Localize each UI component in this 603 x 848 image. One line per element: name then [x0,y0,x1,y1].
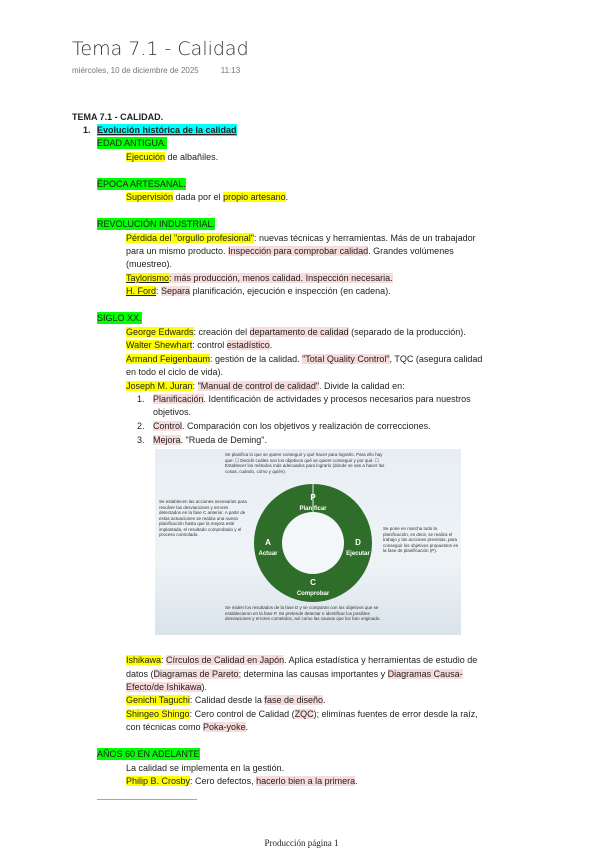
line-edwards [126,326,466,338]
term-perdida: Pérdida del "orgullo profesional" [126,233,254,243]
text: con técnicas como [126,722,204,732]
p-letter: P [310,493,316,502]
text: . Grandes volúmenes [368,246,454,256]
line-perdida-2 [126,245,454,257]
diagram-left-text: Se establecen las acciones necesarias para resolver las desviaciones y errores detectados en la fase C anterior. A partir de estas actuaciones se realiza una nueva planificación hasta que la mejora esté implantada, el resultado comprobado y el proceso controlado. [159,499,247,537]
text: : control [192,340,227,350]
section-siglo-xx: SIGLO XX. [97,313,142,323]
text: . [245,722,249,732]
a-letter: A [265,538,271,547]
line-feigenbaum-2: en todo el ciclo de vida). [126,367,224,377]
a-label: Actuar [258,551,278,557]
term-circulos: Círculos de Calidad en Japón [166,655,285,665]
term-ishikawa: Ishikawa [126,655,162,665]
text: para un mismo producto. [126,246,229,256]
term-causa-efecto: Diagramas Causa- [387,669,463,679]
line-feigenbaum [126,353,482,365]
line-hford [126,285,391,297]
line-shewhart [126,339,272,351]
term-ishikawa-diagram: Efecto/de Ishikawa [126,682,202,692]
section-revolucion-industrial: REVOLUCIÓN INDUSTRIAL. [97,219,216,229]
d-letter: D [355,538,361,547]
section-anos-60: AÑOS 60 EN ADELANTE [97,749,200,759]
term-shewhart: Walter Shewhart [126,340,193,350]
text: planificación, ejecución e inspección (en cadena). [190,286,391,296]
wheel-center [282,512,344,574]
text: . [285,192,289,202]
sub1-number: 1. [137,394,145,404]
term-edwards: George Edwards [126,327,194,337]
line-ejecucion [126,151,218,163]
text: . [269,340,273,350]
text: : nuevas técnicas y herramientas. Más de un trabajador [253,233,476,243]
text: : creación del [193,327,250,337]
page-footer: Producción página 1 [264,838,339,848]
term-manual: "Manual de control de calidad" [197,381,320,391]
line-supervision [126,191,288,203]
section-edad-antigua: EDAD ANTIGUA. [97,138,167,148]
text: : [192,381,198,391]
doc-heading: TEMA 7.1 - CALIDAD. [72,112,164,122]
divider-line [97,799,197,800]
c-letter: C [310,578,316,587]
text: dada por el [173,192,224,202]
line-juran [126,380,405,392]
term-zqc: ZQC [294,709,314,719]
pdca-wheel [155,449,461,635]
pdca-diagram [155,449,461,635]
term-hacerlo-bien: hacerlo bien a la primera [256,776,356,786]
text: de albañiles. [165,152,219,162]
term-juran: Joseph M. Juran [126,381,193,391]
diagram-right-text: Se pone en marcha todo la planificación, es decir, se realiza el trabajo y las acciones previstas, para conseguir los objetivos propuestos en la fase de planificación (P). [383,526,459,553]
text: datos ( [126,669,154,679]
d-label: Ejecutar [346,551,370,557]
text: . [322,695,326,705]
term-hford: H. Ford [126,286,157,296]
text: : [161,655,167,665]
text: : gestión de la calidad. [210,354,303,364]
text: ; determina las causas importantes y [238,669,388,679]
term-estadistico: estadístico [226,340,270,350]
line-perdida [126,232,476,244]
line-perdida-3: (muestreo). [126,259,173,269]
term-supervision: Supervisión [126,192,174,202]
line-ishikawa-2 [126,668,463,680]
term-ejecucion: Ejecución [126,152,166,162]
term-fase-diseno: fase de diseño [264,695,323,705]
line-ishikawa-3 [126,681,207,693]
sub2-number: 2. [137,421,145,431]
term-control: Control [153,421,183,431]
text: : [156,286,162,296]
term-separa: Separa [161,286,191,296]
term-inspeccion: Inspección para comprobar calidad [228,246,369,256]
text: . Identificación de actividades y procesos necesarios para nuestros [203,394,471,404]
section-epoca-artesanal: ÉPOCA ARTESANAL. [97,179,186,189]
diagram-bottom-text: Se miden los resultados de la fase D y se comparan con los objetivos que se establecieron en la fase P. Se pretende detectar e identificar los posibles desviaciones y errores cometidos, así como las causas que los han originado. [225,605,381,621]
line-crosby [126,775,358,787]
term-feigenbaum: Armand Feigenbaum [126,354,211,364]
line-sub2 [153,420,431,432]
term-pareto: Diagramas de Pareto [153,669,239,679]
term-crosby: Philip B. Crosby [126,776,191,786]
text: . [355,776,358,786]
term-shingo: Shingeo Shingo [126,709,190,719]
page-title: Tema 7.1 - Calidad [72,38,249,60]
text: : Cero control de Calidad ( [189,709,295,719]
line-taylorismo [126,272,393,284]
page-time: 11:13 [220,66,241,75]
term-departamento: departamento de calidad [249,327,349,337]
text: . Divide la calidad en: [319,381,405,391]
diagram-top-text: Se planifica lo que se quiere conseguir y qué hacer para lograrlo. Para ello hay que: ☐ Decidir cuáles son los objetivos qué se quiere conseguir y por qué. ☐ Establecer los métodos más adecuados para lograrlo (dónde se van a hacer las cosas, cuándo, cómo y quién). [225,452,385,474]
item1-number: 1. [83,125,91,135]
term-planificacion: Planificación [153,394,204,404]
text: . Aplica estadística y herramientas de estudio de [284,655,478,665]
line-taguchi [126,694,326,706]
term-tqc: "Total Quality Control" [302,354,390,364]
text: : Calidad desde la [189,695,265,705]
text: : Cero defectos, [190,776,257,786]
text: . Comparación con los objetivos y realización de correcciones. [182,421,431,431]
p-label: Planificar [299,506,327,512]
line-shingo-2 [126,721,248,733]
line-anos60: La calidad se implementa en la gestión. [126,763,285,773]
text: ). [201,682,208,692]
term-taylorismo: Taylorismo [126,273,170,283]
text: ); elimínas fuentes de error desde la raíz, [313,709,478,719]
line-sub1-2: objetivos. [153,407,192,417]
term-poka-yoke: Poka-yoke [203,722,246,732]
line-sub1 [153,393,471,405]
item1-title: Evolución histórica de la calidad [97,125,237,135]
c-label: Comprobar [296,591,330,597]
text: . "Rueda de Deming". [180,435,267,445]
term-mejora: Mejora [153,435,181,445]
text: : más producción, menos calidad. Inspección necesaria. [169,273,393,283]
sub3-number: 3. [137,435,145,445]
line-sub3 [153,434,267,446]
text: , TQC (asegura calidad [389,354,483,364]
page-date: miércoles, 10 de diciembre de 2025 [72,66,199,75]
line-ishikawa [126,654,477,666]
line-shingo [126,708,478,720]
term-propio-artesano: propio artesano [223,192,286,202]
page-meta [72,66,240,75]
text: (separado de la producción). [348,327,466,337]
term-taguchi: Genichi Taguchi [126,695,190,705]
